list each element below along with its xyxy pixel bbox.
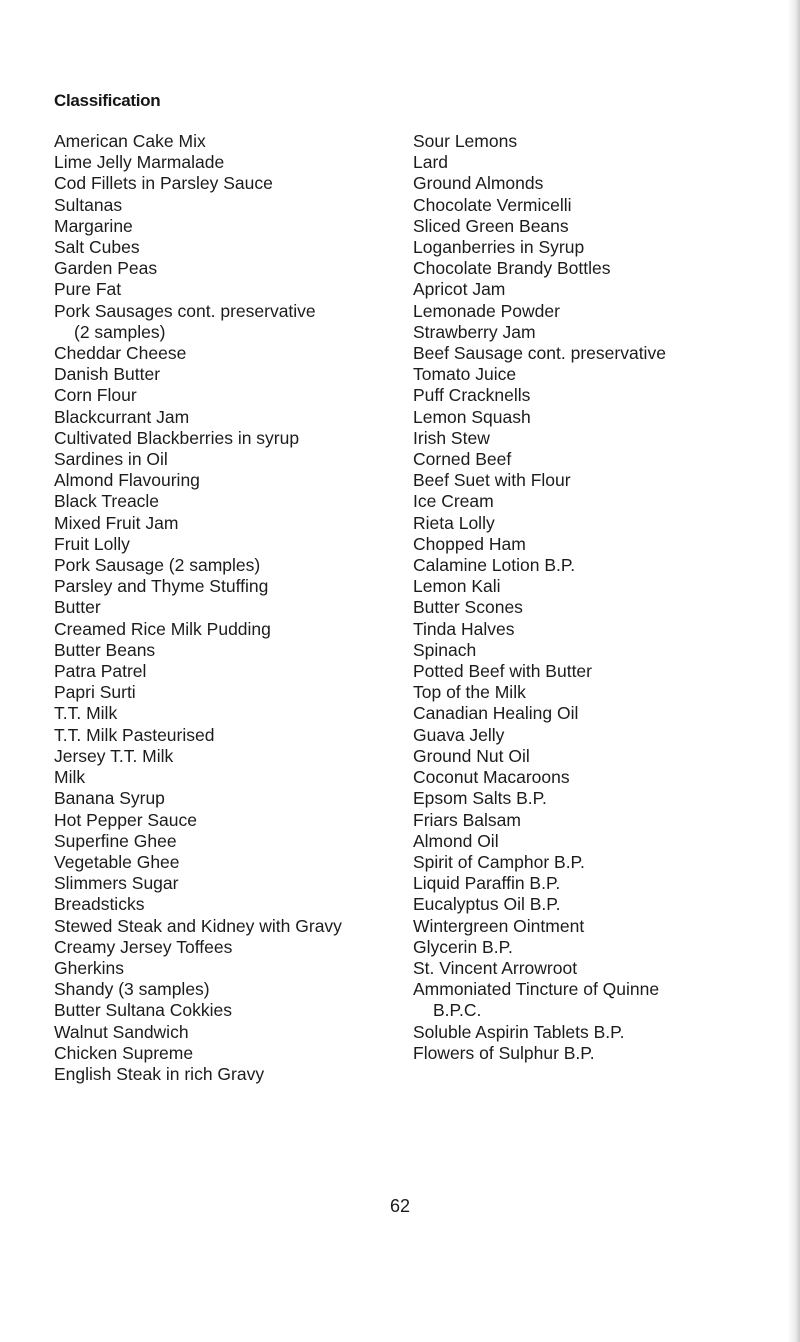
list-item: Chocolate Vermicelli <box>413 194 572 215</box>
list-item: Apricot Jam <box>413 279 506 300</box>
list-item: Loganberries in Syrup <box>413 237 585 258</box>
list-item: Butter Sultana Cokkies <box>54 1000 233 1021</box>
list-item: Papri Surti <box>54 682 136 703</box>
list-item: Pure Fat <box>54 279 122 300</box>
list-item: Patra Patrel <box>54 661 147 682</box>
list-item: Breadsticks <box>54 894 145 915</box>
list-item: Potted Beef with Butter <box>413 661 592 682</box>
list-item: Almond Oil <box>413 830 499 851</box>
list-item: Lemon Kali <box>413 576 501 597</box>
list-item: Shandy (3 samples) <box>54 979 210 1000</box>
list-item: American Cake Mix <box>54 131 206 151</box>
list-item: Irish Stew <box>413 427 490 448</box>
right-column-list <box>413 131 666 1064</box>
page-heading: Classification <box>54 91 161 110</box>
list-item: Eucalyptus Oil B.P. <box>413 894 561 915</box>
list-item: English Steak in rich Gravy <box>54 1063 265 1084</box>
list-item: Garden Peas <box>54 258 158 279</box>
list-item: Flowers of Sulphur B.P. <box>413 1042 595 1063</box>
list-item: Ice Cream <box>413 491 494 512</box>
list-item: Parsley and Thyme Stuffing <box>54 576 269 597</box>
list-item: Chicken Supreme <box>54 1042 194 1063</box>
list-item: Guava Jelly <box>413 724 505 745</box>
list-item: Pork Sausages cont. preservative <box>54 300 316 321</box>
list-item: Stewed Steak and Kidney with Gravy <box>54 915 342 936</box>
list-item: Top of the Milk <box>413 682 526 703</box>
list-item-continuation: B.P.C. <box>433 1000 482 1021</box>
list-item: Butter Beans <box>54 639 156 660</box>
list-item: Wintergreen Ointment <box>413 915 585 936</box>
list-item: Ground Almonds <box>413 173 544 194</box>
list-item: Beef Sausage cont. preservative <box>413 343 666 364</box>
list-item: Cheddar Cheese <box>54 343 187 364</box>
list-item: Pork Sausage (2 samples) <box>54 555 261 576</box>
list-item: St. Vincent Arrowroot <box>413 957 578 978</box>
list-item: Friars Balsam <box>413 809 521 830</box>
page-number: 62 <box>389 1196 411 1216</box>
list-item: Slimmers Sugar <box>54 873 179 894</box>
list-item: Black Treacle <box>54 491 160 512</box>
list-item: Soluble Aspirin Tablets B.P. <box>413 1021 625 1042</box>
page-edge-shadow <box>788 0 800 1342</box>
list-item: Hot Pepper Sauce <box>54 809 198 830</box>
list-item: Danish Butter <box>54 364 161 385</box>
list-item: Creamy Jersey Toffees <box>54 936 233 957</box>
list-item: Rieta Lolly <box>413 512 495 533</box>
list-item: Banana Syrup <box>54 788 165 809</box>
list-item: Jersey T.T. Milk <box>54 745 174 766</box>
list-item: Gherkins <box>54 957 125 978</box>
list-item: Beef Suet with Flour <box>413 470 571 491</box>
list-item: Cultivated Blackberries in syrup <box>54 427 300 448</box>
list-item: Butter Scones <box>413 597 523 618</box>
list-item: Spirit of Camphor B.P. <box>413 851 585 872</box>
list-item: T.T. Milk <box>54 703 118 724</box>
list-item: Walnut Sandwich <box>54 1021 189 1042</box>
list-item: Tomato Juice <box>413 364 517 385</box>
list-item: Chopped Ham <box>413 533 526 554</box>
list-item: Coconut Macaroons <box>413 767 570 788</box>
list-item: Glycerin B.P. <box>413 936 513 957</box>
list-item: Lemonade Powder <box>413 300 560 321</box>
list-item: Lard <box>413 152 449 173</box>
list-item: Salt Cubes <box>54 237 140 258</box>
list-item: Butter <box>54 597 101 618</box>
list-item: Superfine Ghee <box>54 830 177 851</box>
list-item: Spinach <box>413 639 477 660</box>
list-item: Blackcurrant Jam <box>54 406 190 427</box>
list-item: Mixed Fruit Jam <box>54 512 179 533</box>
list-item: Sliced Green Beans <box>413 215 569 236</box>
list-item: Liquid Paraffin B.P. <box>413 873 561 894</box>
list-item: Sour Lemons <box>413 131 518 151</box>
list-item: Chocolate Brandy Bottles <box>413 258 611 279</box>
list-item: Canadian Healing Oil <box>413 703 579 724</box>
list-item: Sardines in Oil <box>54 449 168 470</box>
list-item: Margarine <box>54 215 133 236</box>
list-item: Tinda Halves <box>413 618 515 639</box>
list-item-continuation: (2 samples) <box>74 321 166 342</box>
list-item: Epsom Salts B.P. <box>413 788 547 809</box>
list-item: Calamine Lotion B.P. <box>413 555 576 576</box>
list-item: Ground Nut Oil <box>413 745 530 766</box>
list-item: Ammoniated Tincture of Quinne <box>413 979 660 1000</box>
list-item: Fruit Lolly <box>54 533 130 554</box>
list-item: Vegetable Ghee <box>54 851 180 872</box>
list-item: Lemon Squash <box>413 406 531 427</box>
list-item: Lime Jelly Marmalade <box>54 152 225 173</box>
list-item: Puff Cracknells <box>413 385 531 406</box>
list-item: Strawberry Jam <box>413 321 536 342</box>
list-item: Milk <box>54 767 86 788</box>
list-item: Sultanas <box>54 194 123 215</box>
list-item: Creamed Rice Milk Pudding <box>54 618 271 639</box>
list-item: Cod Fillets in Parsley Sauce <box>54 173 273 194</box>
list-item: Almond Flavouring <box>54 470 200 491</box>
list-item: Corn Flour <box>54 385 137 406</box>
left-column-list <box>54 131 342 1085</box>
list-item: Corned Beef <box>413 449 512 470</box>
list-item: T.T. Milk Pasteurised <box>54 724 215 745</box>
